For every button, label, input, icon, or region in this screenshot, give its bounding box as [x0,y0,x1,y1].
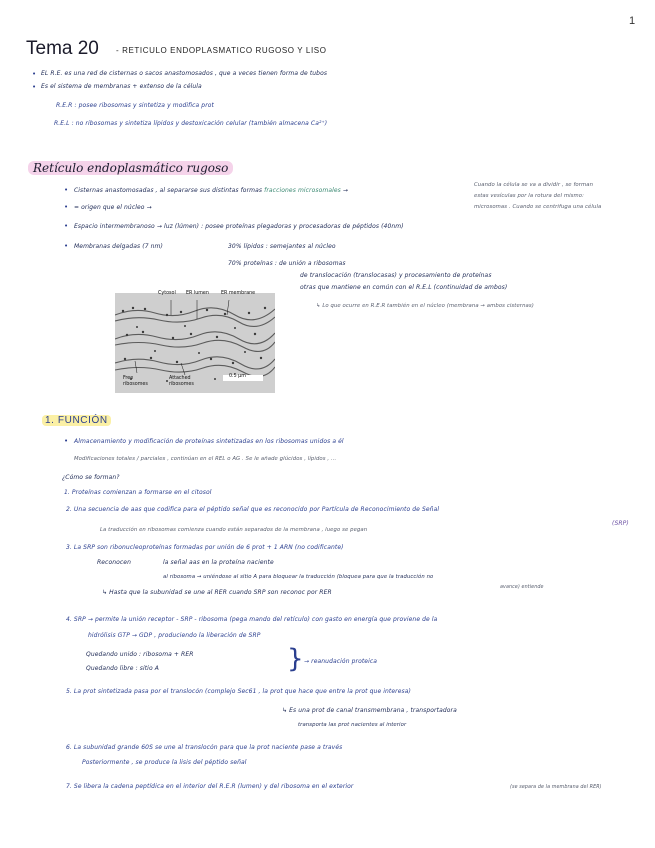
step-5: 5. La prot sintetizada pasa por el translocón (complejo Sec61 , la prot que hace que entre la prot que interesa) [66,688,411,695]
intro-line: EL R.E. es una red de cisternas o sacos anastomosados , que a veces tienen forma de tubos [41,70,328,77]
rel-definition: R.E.L : no ribosomas y sintetiza lípidos y destoxicación celular (también almacena Ca²⁺) [54,120,328,127]
label-cytosol: Cytosol [158,291,176,296]
protein-detail: otras que mantiene en común con el R.E.L (continuidad de ambos) [300,284,508,291]
step-3-ribosome: al ribosoma → uniéndose al sitio A para bloquear la traducción (bloquea para que la traducción no [163,574,434,580]
step-7-note: (se separa de la membrana del RER) [510,785,602,790]
step-4: 4. SRP → permite la unión receptor - SRP - ribosoma (pega mando del retículo) con gasto en energía que proviene de la [66,616,438,623]
funcion-bullet-1-sub: Modificaciones totales / parciales , continúan en el REL o AG . Se le añade glúcidos , lípidos , ... [74,456,337,462]
microsomal-fractions: fracciones microsomales [264,187,341,194]
rugoso-bullet-2: = origen que el núcleo → [74,204,152,211]
rugoso-bullet-4: Membranas delgadas (7 nm) [74,243,163,250]
question-formation: ¿Cómo se forman? [62,474,120,481]
bullet-icon: • [64,186,69,194]
step-7: 7. Se libera la cadena peptídica en el interior del R.E.R (lumen) y del ribosoma en el exterior [66,783,354,790]
step-2-note: La traducción en ribosomas comienza cuando están separados de la membrana , luego se pegan [100,527,368,533]
step-3-recognize: Reconocen [97,559,131,566]
bullet-icon: • [64,437,69,445]
step-3-ribosome-cont: avance) entiende [500,585,544,590]
page-subtitle: - RETICULO ENDOPLASMATICO RUGOSO Y LISO [116,46,327,55]
section-title-funcion-text: 1. FUNCIÓN [42,415,111,426]
rer-definition: R.E.R : posee ribosomas y sintetiza y modifica prot [56,102,214,109]
microsome-note: microsomas . Cuando se centrifuga una célula [474,204,602,210]
rugoso-bullet-3: Espacio intermembranoso → luz (lúmen) : posee proteínas plegadoras y procesadoras de péptidos (40nm) [74,223,404,230]
section-title-funcion [42,415,111,426]
label-free-ribosomes: Free ribosomes [123,376,148,387]
step-5-transport: transporta las prot nacientes al interior [298,722,407,728]
rer-micrograph [115,293,275,393]
bullet-icon: • [32,83,37,91]
lipid-percent: 30% lípidos : semejantes al núcleo [228,243,336,250]
label-attached-ribosomes: Attached ribosomes [169,376,194,387]
label-scale: 0.5 μm [229,374,246,379]
srp-abbrev: (SRP) [612,520,629,527]
step-2: 2. Una secuencia de aas que codifica para el péptido señal que es reconocido por Partícula de Reconocimiento de Señal [66,506,440,513]
protein-percent: 70% proteínas : de unión a ribosomas [228,260,346,267]
step-4-bound: Quedando unido : ribosoma + RER [86,651,194,658]
rugoso-bullet-1 [74,187,348,194]
rugoso-bullet-1-text: Cisternas anastomosadas , al separarse sus distintas formas [74,187,263,194]
protein-detail: de translocación (translocasas) y procesamiento de proteínas [300,272,492,279]
microsome-note: estas vesículas por la rotura del mismo: [474,193,585,199]
page-title: Tema 20 [26,38,99,59]
step-4-hydrolysis: hidrólisis GTP → GDP , produciendo la liberación de SRP [88,632,261,639]
section-title-rugoso [28,161,233,175]
funcion-bullet-1: Almacenamiento y modificación de proteínas sintetizadas en los ribosomas unidos a él [74,438,344,445]
nucleus-note: ↳ Lo que ocurre en R.E.R también en el núcleo (membrana → ambos cisternas) [316,303,534,309]
step-1: 1. Proteínas comienzan a formarse en el citosol [64,489,212,496]
step-5-channel: ↳ Es una prot de canal transmembrana , transportadora [282,707,457,714]
bullet-icon: • [32,70,37,78]
label-er-lumen: ER lumen [186,291,209,296]
step-3-until: ↳ Hasta que la subunidad se une al RER cuando SRP son reconoc por RER [102,589,332,596]
section-title-rugoso-text: Retículo endoplasmático rugoso [28,161,233,175]
step-3-signal: la señal aas en la proteína naciente [163,559,274,566]
step-4-resume: → reanudación proteica [304,658,378,665]
brace-icon: } [287,644,304,674]
bullet-icon: • [64,242,69,250]
step-3: 3. La SRP son ribonucleoproteínas formadas por unión de 6 prot + 1 ARN (no codificante) [66,544,344,551]
step-6: 6. La subunidad grande 60S se une al translocón para que la prot naciente pase a través [66,744,343,751]
step-4-free: Quedando libre : sitio A [86,665,159,672]
bullet-icon: • [64,203,69,211]
arrow-icon: → [342,187,349,194]
bullet-icon: • [64,222,69,230]
step-6-lysis: Posteriormente , se produce la lisis del péptido señal [82,759,247,766]
label-er-membrane: ER membrane [221,291,256,296]
microsome-note: Cuando la célula se va a dividir , se forman [474,182,594,188]
page-number: 1 [629,15,636,27]
intro-line: Es el sistema de membranas + extenso de la célula [41,83,202,90]
